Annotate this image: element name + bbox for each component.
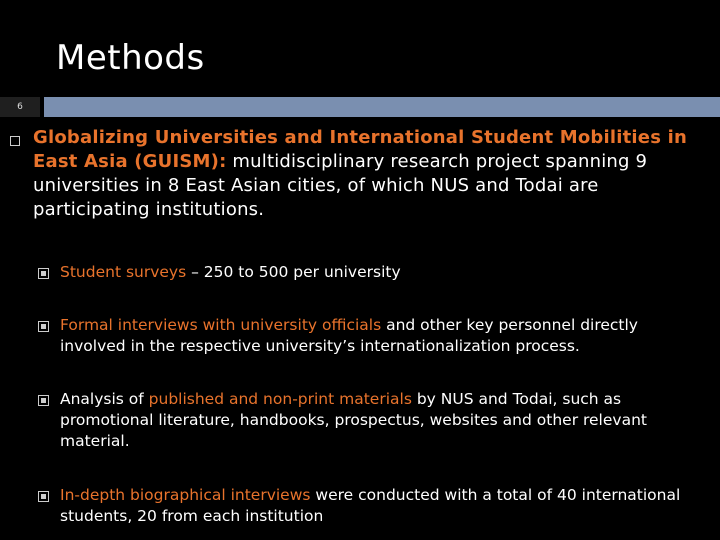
slide-number: 6 [0,97,40,117]
list-item: Student surveys – 250 to 500 per university [60,263,401,281]
accent-bar [44,97,720,117]
highlight: Student surveys [60,263,187,281]
project-name: Globalizing Universities and International Student Mobilities in East Asia (GUISM): [33,127,687,172]
highlight: published and non-print materials [148,390,412,408]
square-bullet-icon [38,268,49,279]
slide-title: Methods [56,38,205,78]
square-bullet-icon [38,321,49,332]
project-description: multidisciplinary research project spanning 9 universities in 8 East Asian cities, of which NUS and Todai are participating institutions. [33,151,648,220]
list-item: In-depth biographical interviews were conducted with a total of 40 international students, 20 from each institution [60,486,681,525]
list-item: Analysis of published and non-print materials by NUS and Todai, such as promotional literature, handbooks, prospectus, websites and other relevant material. [60,390,647,450]
highlight: Formal interviews with university officials [60,316,382,334]
list-item: Formal interviews with university officials and other key personnel directly involved in the respective university’s internationalization process. [60,316,638,355]
main-point [33,126,693,222]
header-band [0,97,720,117]
square-bullet-icon [38,395,49,406]
highlight: In-depth biographical interviews [60,486,311,504]
square-bullet-icon [10,136,20,146]
square-bullet-icon [38,491,49,502]
